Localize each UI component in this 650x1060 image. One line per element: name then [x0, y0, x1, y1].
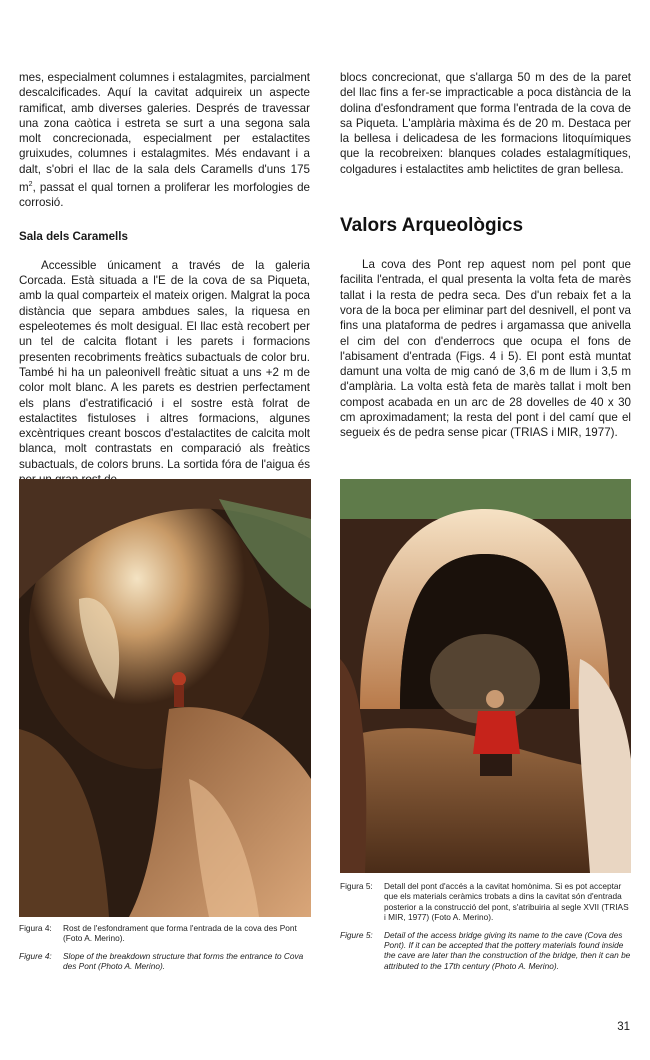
figure-4-caption-english [19, 951, 311, 972]
figure-5-caption-english [340, 930, 631, 972]
figure-5-caption-catalan [340, 881, 631, 923]
left-paragraph-1: mes, especialment columnes i estalagmites, parcialment descalcificades. Aquí la cavitat adquireix un aspecte ramificat, amb diverses galeries. Després de travessar una zona caòtica i estreta se surt a una segona sala molt concrecionada, especialment per estalactites gruixudes, columnes i estalagmites. Més endavant i a dalt, s'obri el llac de la sala dels Caramells d'uns 175 $m^2$, passat el qual tornen a proliferar les morfologies de corrosió. [19, 71, 310, 210]
figure-5-label-ca: Figura 5: [340, 881, 373, 891]
figure-4-text-ca: Rost de l'esfondrament que forma l'entrada de la cova des Pont (Foto A. Merino). [63, 923, 297, 944]
figure-5-caption [340, 881, 631, 971]
figure-4-text-en: Slope of the breakdown structure that forms the entrance to Cova des Pont (Photo A. Merino). [63, 950, 304, 972]
figure-4-caption-catalan [19, 923, 311, 944]
figure-5-label-en: Figure 5: [340, 929, 373, 940]
figure-5-text-ca: Detall del pont d'accés a la cavitat homònima. Si es pot acceptar que els materials ceràmics trobats a dins la cavitat són d'entrada posterior a la construcció del pont, s'atribuiria al segle XVII (TRIAS i MIR, 1977) (Foto A. Merino). [384, 881, 629, 923]
left-paragraph-2: Accessible únicament a través de la galeria Corcada. Està situada a l'E de la cova de sa Piqueta, amb la qual comparteix el mateix origen. Malgrat la poca distància que separa ambdues sales, la riquesa en espeleotemes és molt desigual. El llac està recobert per un tel de calcita flotant i les parets i formacions presenten recobriments freàtics subactuals de color bru. També hi ha un paleonivell freàtic situat a uns +2 m de color molt blanc. A les parets es destrien perfectament els plans d'estratificació i el sostre està folrat de estalactites fistuloses i altres formacions, algunes excèntriques creant boscos d'estalactites de calcita molt blanca, molt contrastats en comparació als freàtics subactuals, de colors bruns. La sortida fóra de l'aigua és [19, 258, 310, 471]
right-paragraph-1: blocs concrecionat, que s'allarga 50 m des de la paret del llac fins a fer-se impracticable a poca distància de la dolina d'esfondrament que forma l'entrada de la cova de sa Piqueta. L'amplària màxima és de 20 m. Destaca per la bellesa i delicadesa de les formacions litoquímiques que la recobreixen: blanques colades estalagmítiques, colgadures i estalactites amb helictites de gran bellesa. [340, 71, 631, 176]
figure-5-text-en: Detail of the access bridge giving its name to the cave (Cova des Pont). If it can be accepted that the pottery materials found inside the cave are later than the construction of the bridge, then it can be attributed to the 17th century (Photo A. Merino). [384, 929, 631, 971]
figure-4-label-en: Figure 4: [19, 950, 52, 961]
page-number: 31 [617, 1021, 630, 1033]
figure-5-photo [340, 479, 631, 873]
figure-4-photo [19, 479, 311, 917]
section-title-valors-arqueologics: Valors Arqueològics [340, 215, 524, 237]
figure-4-label-ca: Figura 4: [19, 923, 52, 933]
right-column [340, 70, 631, 441]
left-column [19, 70, 310, 487]
figure-4-caption [19, 923, 311, 972]
right-paragraph-2: La cova des Pont rep aquest nom pel pont que facilita l'entrada, el qual presenta la volta feta de marès tallat i la resta de pedra seca. Des d'un rebaix fet a la vora de la boca per eliminar part del desnivell, el pont va fins una plataforma de pedres i argamassa que anivella el cim del con d'enderrocs que ocupa el fons de l'abisament d'entrada (Figs. 4 i 5). El pont està muntat damunt una volta de mig canó de 3,6 m de llum i 3,5 m d'amplària. La volta està feta de marès tallat i molt ben compost acabada en un arc de 28 dovelles de 40 x 30 cm aproximadament; la resta del pont i del camí que el segueix és de pedra sense picar (TRIAS i MIR, 1977). [340, 258, 631, 440]
subheading-sala-caramells: Sala dels Caramells [19, 229, 128, 243]
